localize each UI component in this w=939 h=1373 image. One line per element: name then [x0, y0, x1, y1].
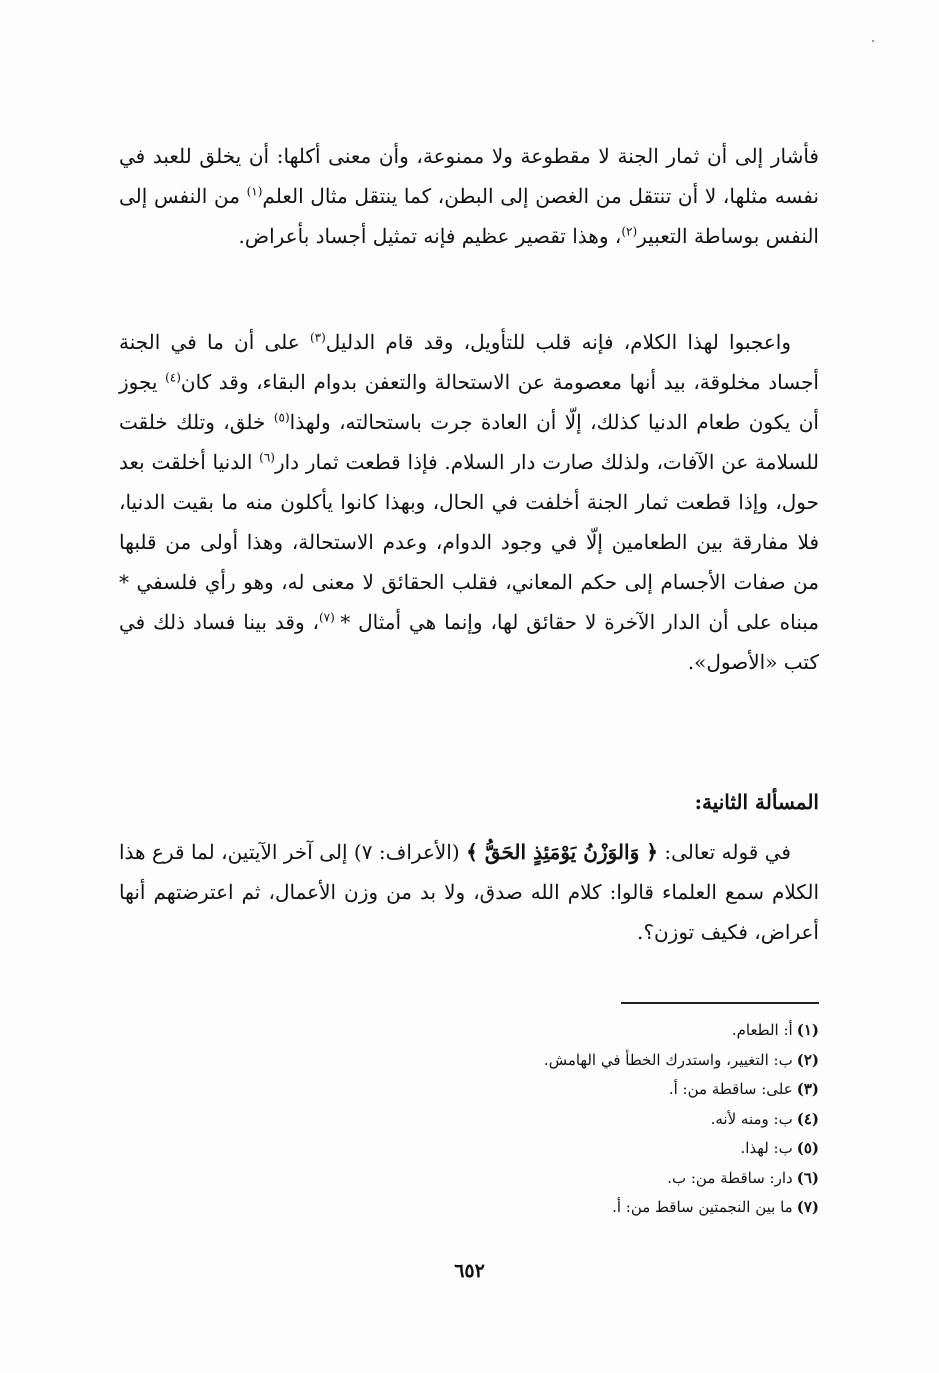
- footnote-number: (٥): [796, 1139, 819, 1157]
- paragraph-text: واعجبوا لهذا الكلام، فإنه قلب للتأويل، وقد قام الدليل: [325, 330, 791, 354]
- footnotes-list: [119, 1016, 819, 1223]
- paragraph-text: يجوز أن يكون طعام الدنيا كذلك، إلّا أن العادة جرت باستحالته، ولهذا: [119, 370, 819, 434]
- footnote-item: [119, 1193, 819, 1223]
- paragraph-1: [119, 136, 819, 256]
- paragraph-3: [119, 832, 819, 952]
- footnote-number: (٤): [796, 1109, 819, 1128]
- quran-verse: ﴿ وَالوَزْنُ يَوْمَئِذٍ الحَقُّ ﴾: [466, 840, 658, 864]
- footnote-ref-7: (٧): [318, 610, 341, 625]
- footnote-number: (١): [796, 1021, 819, 1039]
- footnote-text: ب: لهذا.: [740, 1139, 793, 1157]
- footnote-ref-1: (١): [246, 184, 263, 199]
- paragraph-text: من النفس إلى النفس بوساطة التعبير: [119, 184, 819, 248]
- paragraph-text: على أن ما في الجنة أجساد مخلوقة، بيد أنها معصومة عن الاستحالة والتعفن بدوام البقاء، وقد كان: [119, 330, 819, 394]
- footnote-text: ب: ومنه لأنه.: [710, 1109, 793, 1128]
- paragraph-text: ، وقد بينا فساد ذلك في كتب «الأصول».: [119, 610, 819, 674]
- footnote-ref-6: (٦): [259, 450, 275, 465]
- page-number: ٦٥٢: [454, 1260, 485, 1282]
- footnote-number: (٧): [796, 1198, 819, 1216]
- footnote-ref-2: (٢): [621, 224, 638, 239]
- paragraph-2: [119, 322, 819, 682]
- footnote-item: [119, 1105, 819, 1135]
- paragraph-text: فأشار إلى أن ثمار الجنة لا مقطوعة ولا ممنوعة، وأن معنى أكلها: أن يخلق للعبد في نفسه مثلها، لا أن تنتقل من الغصن إلى البطن، كما ينتقل مثال العلم: [119, 144, 819, 208]
- section-heading: المسألة الثانية:: [694, 790, 819, 814]
- footnote-text: دار: ساقطة من: ب.: [667, 1168, 793, 1187]
- footnote-item: [119, 1075, 819, 1105]
- footnote-number: (٣): [796, 1080, 819, 1098]
- paragraph-text: في قوله تعالى:: [657, 840, 791, 864]
- footnote-divider: [621, 1002, 819, 1004]
- scan-speck: [872, 40, 874, 42]
- paragraph-text: ، وهذا تقصير عظيم فإنه تمثيل أجساد بأعراض.: [238, 224, 622, 248]
- footnote-text: أ: الطعام.: [731, 1021, 793, 1039]
- footnote-item: [119, 1016, 819, 1046]
- footnote-text: ما بين النجمتين ساقط من: أ.: [612, 1198, 793, 1216]
- footnote-ref-5: (٥): [273, 410, 290, 425]
- footnote-number: (٦): [796, 1168, 819, 1187]
- paragraph-text: (الأعراف: ٧) إلى آخر الآيتين، لما قرع هذا الكلام سمع العلماء قالوا: كلام الله صدق، ولا بد من وزن الأعمال، ثم اعترضتهم أنها أعراض، فكيف توزن؟.: [119, 840, 819, 944]
- footnote-text: على: ساقطة من: أ.: [668, 1080, 793, 1098]
- footnote-item: [119, 1046, 819, 1076]
- footnote-ref-3: (٣): [309, 330, 326, 345]
- footnote-item: [119, 1164, 819, 1194]
- paragraph-text: خلق، وتلك خلقت للسلامة عن الآفات، ولذلك صارت دار السلام. فإذا قطعت ثمار دار: [119, 410, 819, 474]
- paragraph-text: الدنيا أخلقت بعد حول، وإذا قطعت ثمار الجنة أخلفت في الحال، وبهذا كانوا يأكلون منه ما بقيت الدنيا، فلا مفارقة بين الطعامين إلّا في وجود الدوام، وعدم الاستحالة، وهذا أولى من قلبها من صفات الأجسام إلى حكم المعاني، فقلب الحقائق لا معنى له، وهو رأي فلسفي * مبناه على أن الدار الآخرة لا حقائق لها، وإنما هي أمثال *: [119, 450, 819, 634]
- footnote-ref-4: (٤): [165, 370, 181, 385]
- footnote-item: [119, 1134, 819, 1164]
- footnote-text: ب: التغيير، واستدرك الخطأ في الهامش.: [543, 1050, 793, 1069]
- footnote-number: (٢): [796, 1050, 819, 1069]
